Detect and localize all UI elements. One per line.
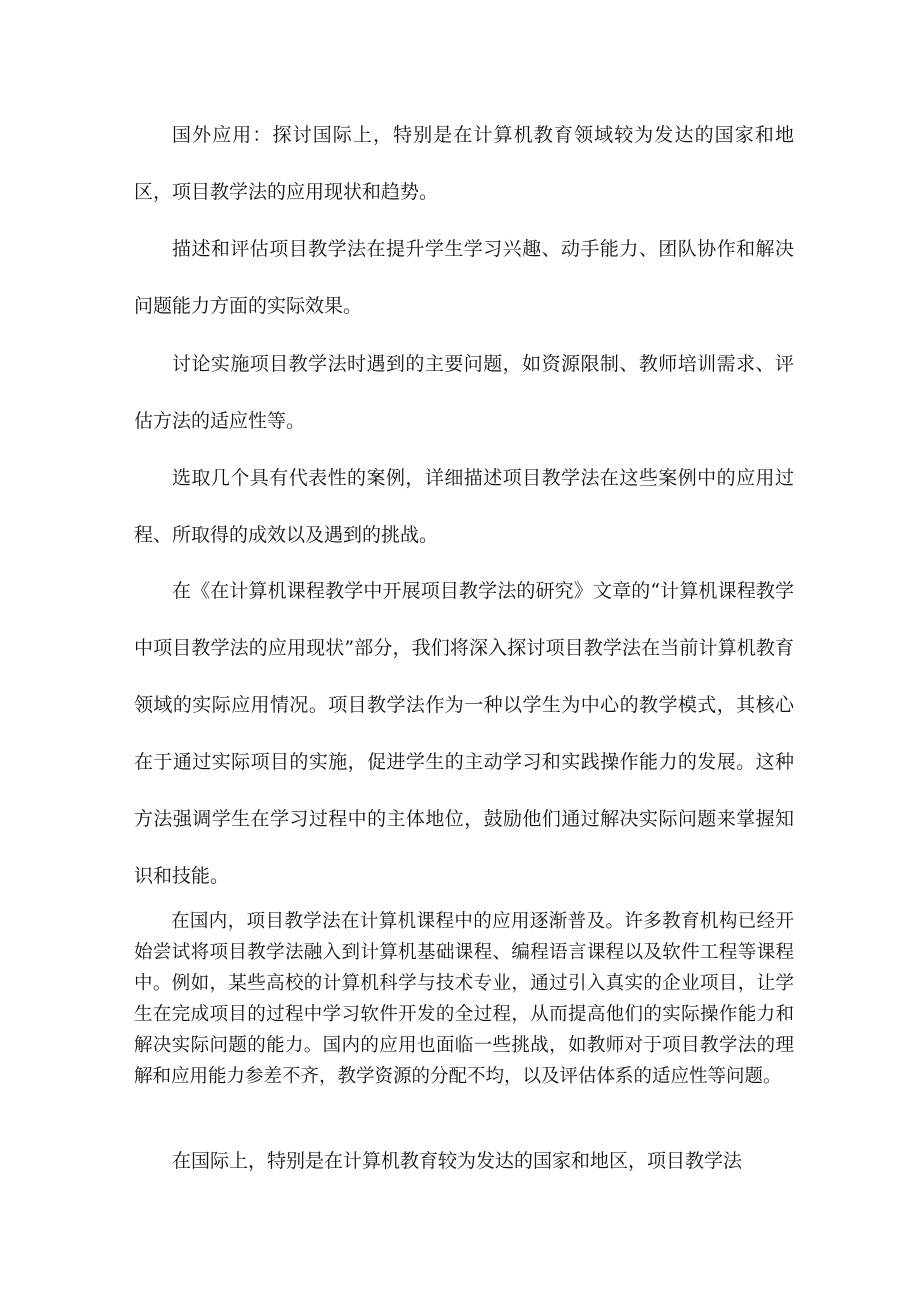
- paragraph-domestic-application: 在国内，项目教学法在计算机课程中的应用逐渐普及。许多教育机构已经开始尝试将项目教学法融入到计算机基础课程、编程语言课程以及软件工程等课程中。例如，某些高校的计算机科学与技术专业，通过引入真实的企业项目，让学生在完成项目的过程中学习软件开发的全过程，从而提高他们的实际操作能力和解决实际问题的能力。国内的应用也面临一些挑战，如教师对于项目教学法的理解和应用能力参差不齐，教学资源的分配不均，以及评估体系的适应性等问题。: [134, 911, 794, 1087]
- paragraph-case-selection: 选取几个具有代表性的案例，详细描述项目教学法在这些案例中的应用过程、所取得的成效以及遇到的挑战。: [134, 467, 794, 546]
- paragraph-international-application: 在国际上，特别是在计算机教育较为发达的国家和地区，项目教学法: [172, 1150, 743, 1172]
- paragraph-foreign-application: 国外应用：探讨国际上，特别是在计算机教育领域较为发达的国家和地区，项目教学法的应用现状和趋势。: [134, 124, 794, 203]
- paragraph-effect-evaluation: 描述和评估项目教学法在提升学生学习兴趣、动手能力、团队协作和解决问题能力方面的实际效果。: [134, 238, 794, 317]
- paragraph-application-status: 在《在计算机课程教学中开展项目教学法的研究》文章的“计算机课程教学中项目教学法的应用现状”部分，我们将深入探讨项目教学法在当前计算机教育领域的实际应用情况。项目教学法作为一种以学生为中心的教学模式，其核心在于通过实际项目的实施，促进学生的主动学习和实践操作能力的发展。这种方法强调学生在学习过程中的主体地位，鼓励他们通过解决实际问题来掌握知识和技能。: [134, 580, 794, 887]
- paragraph-main-problems: 讨论实施项目教学法时遇到的主要问题，如资源限制、教师培训需求、评估方法的适应性等。: [134, 353, 794, 432]
